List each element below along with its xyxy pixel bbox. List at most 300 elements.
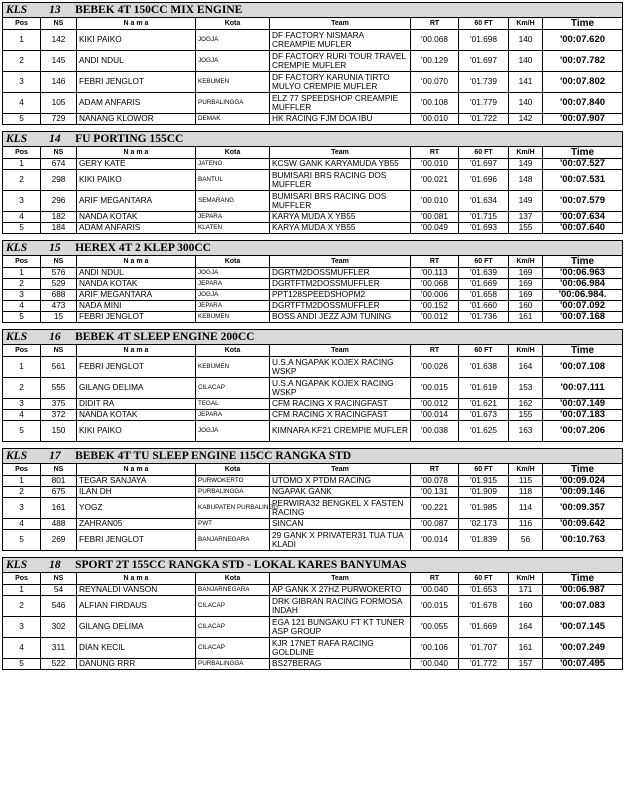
time-cell: '00:07.168: [543, 312, 623, 323]
rt-cell: '00.055: [411, 617, 459, 638]
pos-cell: 3: [3, 72, 41, 93]
city-cell: JEPARA: [196, 212, 270, 223]
ns-cell: 142: [41, 30, 77, 51]
header-time: Time: [543, 147, 623, 159]
rt-cell: '00.078: [411, 476, 459, 487]
rider-name-cell: ARIF MEGANTARA: [77, 191, 196, 212]
rt-cell: '00.012: [411, 312, 459, 323]
header-rt: RT: [411, 256, 459, 268]
header-kota: Kota: [196, 18, 270, 30]
kmh-cell: 153: [509, 378, 543, 399]
ns-cell: 145: [41, 51, 77, 72]
header-nama: N a m a: [77, 573, 196, 585]
pos-cell: 3: [3, 399, 41, 410]
team-cell: DRK GIBRAN RACING FORMOSA INDAH: [270, 596, 411, 617]
result-row: [3, 223, 623, 234]
60ft-cell: '01.621: [459, 399, 509, 410]
time-cell: '00:07.206: [543, 421, 623, 442]
city-cell: CILACAP: [196, 378, 270, 399]
pos-cell: 5: [3, 421, 41, 442]
team-cell: AP GANK X 27HZ PURWOKERTO: [270, 585, 411, 596]
kmh-cell: 162: [509, 399, 543, 410]
team-cell: PERWIRA32 BENGKEL X FASTEN RACING: [270, 498, 411, 519]
rt-cell: '00.106: [411, 638, 459, 659]
city-cell: BANTUL: [196, 170, 270, 191]
class-title: BEBEK 4T 150CC MIX ENGINE: [75, 4, 243, 16]
team-cell: KCSW GANK KARYAMUDA YB55: [270, 159, 411, 170]
team-cell: U.S.A NGAPAK KOJEX RACING WSKP: [270, 378, 411, 399]
result-row: [3, 51, 623, 72]
rt-cell: '00.014: [411, 530, 459, 551]
header-team: Team: [270, 18, 411, 30]
city-cell: CILACAP: [196, 617, 270, 638]
class-title-bar: [3, 449, 623, 464]
header-60ft: 60 FT: [459, 573, 509, 585]
kmh-cell: 149: [509, 191, 543, 212]
ns-cell: 15: [41, 312, 77, 323]
city-cell: CILACAP: [196, 638, 270, 659]
rt-cell: '00.014: [411, 410, 459, 421]
result-row: [3, 617, 623, 638]
team-cell: CFM RACING X RACINGFAST: [270, 410, 411, 421]
60ft-cell: '01.697: [459, 159, 509, 170]
header-nama: N a m a: [77, 18, 196, 30]
header-ns: NS: [41, 18, 77, 30]
ns-cell: 375: [41, 399, 77, 410]
kmh-cell: 142: [509, 114, 543, 125]
rider-name-cell: ADAM ANFARIS: [77, 223, 196, 234]
class-label: KLS: [6, 450, 28, 462]
60ft-cell: '01.909: [459, 487, 509, 498]
result-row: [3, 399, 623, 410]
rider-name-cell: ANDI NDUL: [77, 51, 196, 72]
result-row: [3, 312, 623, 323]
pos-cell: 3: [3, 191, 41, 212]
time-cell: '00:07.840: [543, 93, 623, 114]
rider-name-cell: NADA MINI: [77, 301, 196, 312]
header-60ft: 60 FT: [459, 256, 509, 268]
60ft-cell: '02.173: [459, 519, 509, 530]
60ft-cell: '01.669: [459, 617, 509, 638]
class-label: KLS: [6, 559, 28, 571]
header-rt: RT: [411, 18, 459, 30]
city-cell: PWT: [196, 519, 270, 530]
team-cell: PPT128SPEEDSHOPM2: [270, 290, 411, 301]
rt-cell: '00.006: [411, 290, 459, 301]
header-pos: Pos: [3, 345, 41, 357]
team-cell: KJR 17NET RAFA RACING GOLDLINE: [270, 638, 411, 659]
result-row: [3, 519, 623, 530]
kmh-cell: 161: [509, 638, 543, 659]
ns-cell: 54: [41, 585, 77, 596]
time-cell: '00:07.640: [543, 223, 623, 234]
class-number: 17: [49, 450, 61, 462]
header-nama: N a m a: [77, 147, 196, 159]
rt-cell: '00.026: [411, 357, 459, 378]
kmh-cell: 169: [509, 290, 543, 301]
result-row: [3, 268, 623, 279]
ns-cell: 688: [41, 290, 77, 301]
result-row: [3, 301, 623, 312]
60ft-cell: '01.772: [459, 659, 509, 670]
ns-cell: 161: [41, 498, 77, 519]
team-cell: DGRTFTM2DOSSMUFFLER: [270, 279, 411, 290]
pos-cell: 3: [3, 498, 41, 519]
60ft-cell: '01.697: [459, 51, 509, 72]
city-cell: PURBALINGGA: [196, 659, 270, 670]
city-cell: JEPARA: [196, 279, 270, 290]
city-cell: JATENG: [196, 159, 270, 170]
kmh-cell: 163: [509, 421, 543, 442]
class-title: BEBEK 4T TU SLEEP ENGINE 115CC RANGKA STD: [75, 450, 352, 462]
team-cell: DF FACTORY KARUNIA TIRTO MULYO CREMPIE MUFLER: [270, 72, 411, 93]
60ft-cell: '01.660: [459, 301, 509, 312]
header-time: Time: [543, 256, 623, 268]
header-time: Time: [543, 345, 623, 357]
city-cell: PURBALINGGA: [196, 93, 270, 114]
pos-cell: 3: [3, 617, 41, 638]
60ft-cell: '01.653: [459, 585, 509, 596]
rider-name-cell: REYNALDI VANSON: [77, 585, 196, 596]
class-15-results-table: [2, 240, 623, 323]
60ft-cell: '01.715: [459, 212, 509, 223]
time-cell: '00:07.108: [543, 357, 623, 378]
result-row: [3, 659, 623, 670]
city-cell: KEBUMEN: [196, 312, 270, 323]
rider-name-cell: ADAM ANFARIS: [77, 93, 196, 114]
pos-cell: 4: [3, 410, 41, 421]
rider-name-cell: NANDA KOTAK: [77, 212, 196, 223]
result-row: [3, 72, 623, 93]
60ft-cell: '01.673: [459, 410, 509, 421]
header-kmh: Km/H: [509, 256, 543, 268]
ns-cell: 372: [41, 410, 77, 421]
time-cell: '00:07.907: [543, 114, 623, 125]
pos-cell: 1: [3, 476, 41, 487]
header-rt: RT: [411, 573, 459, 585]
rider-name-cell: ZAHRAN05: [77, 519, 196, 530]
ns-cell: 546: [41, 596, 77, 617]
time-cell: '00:07.634: [543, 212, 623, 223]
header-pos: Pos: [3, 256, 41, 268]
class-title: HEREX 4T 2 KLEP 300CC: [75, 242, 211, 254]
rider-name-cell: GERY KATE: [77, 159, 196, 170]
result-row: [3, 191, 623, 212]
class-16-results-table: [2, 329, 623, 442]
kmh-cell: 160: [509, 301, 543, 312]
team-cell: DGRTM2DOSSMUFFLER: [270, 268, 411, 279]
time-cell: '00:09.146: [543, 487, 623, 498]
pos-cell: 1: [3, 268, 41, 279]
kmh-cell: 140: [509, 93, 543, 114]
kmh-cell: 155: [509, 410, 543, 421]
pos-cell: 2: [3, 378, 41, 399]
city-cell: PURWOKERTO: [196, 476, 270, 487]
header-kota: Kota: [196, 256, 270, 268]
kmh-cell: 148: [509, 170, 543, 191]
rt-cell: '00.015: [411, 378, 459, 399]
result-row: [3, 378, 623, 399]
kmh-cell: 116: [509, 519, 543, 530]
rider-name-cell: DIAN KECIL: [77, 638, 196, 659]
pos-cell: 5: [3, 312, 41, 323]
result-row: [3, 170, 623, 191]
header-ns: NS: [41, 464, 77, 476]
pos-cell: 1: [3, 357, 41, 378]
city-cell: JEPARA: [196, 410, 270, 421]
header-nama: N a m a: [77, 464, 196, 476]
city-cell: JEPARA: [196, 301, 270, 312]
rt-cell: '00.040: [411, 659, 459, 670]
60ft-cell: '01.678: [459, 596, 509, 617]
rider-name-cell: GILANG DELIMA: [77, 378, 196, 399]
rt-cell: '00.038: [411, 421, 459, 442]
team-cell: BUMISARI BRS RACING DOS MUFFLER: [270, 191, 411, 212]
time-cell: '00:07.495: [543, 659, 623, 670]
rider-name-cell: DANUNG RRR: [77, 659, 196, 670]
rider-name-cell: KIKI PAIKO: [77, 30, 196, 51]
rt-cell: '00.068: [411, 279, 459, 290]
class-title-bar: [3, 558, 623, 573]
kmh-cell: 169: [509, 279, 543, 290]
class-title-bar: [3, 241, 623, 256]
city-cell: PURBALINGGA: [196, 487, 270, 498]
kmh-cell: 118: [509, 487, 543, 498]
result-row: [3, 290, 623, 301]
time-cell: '00:07.249: [543, 638, 623, 659]
pos-cell: 4: [3, 212, 41, 223]
time-cell: '00:07.092: [543, 301, 623, 312]
team-cell: EGA 121 BUNGAKU FT KT TUNER ASP GROUP: [270, 617, 411, 638]
pos-cell: 2: [3, 279, 41, 290]
city-cell: KLATEN: [196, 223, 270, 234]
60ft-cell: '01.658: [459, 290, 509, 301]
pos-cell: 3: [3, 290, 41, 301]
time-cell: '00:06.984.: [543, 290, 623, 301]
result-row: [3, 279, 623, 290]
city-cell: JOGJA: [196, 30, 270, 51]
header-rt: RT: [411, 345, 459, 357]
kmh-cell: 160: [509, 596, 543, 617]
time-cell: '00:07.579: [543, 191, 623, 212]
class-label: KLS: [6, 331, 28, 343]
time-cell: '00:07.149: [543, 399, 623, 410]
header-60ft: 60 FT: [459, 464, 509, 476]
team-cell: BUMISARI BRS RACING DOS MUFFLER: [270, 170, 411, 191]
city-cell: BANJARNEGARA: [196, 530, 270, 551]
time-cell: '00:07.111: [543, 378, 623, 399]
60ft-cell: '01.698: [459, 30, 509, 51]
rt-cell: '00.221: [411, 498, 459, 519]
header-nama: N a m a: [77, 256, 196, 268]
pos-cell: 4: [3, 93, 41, 114]
ns-cell: 674: [41, 159, 77, 170]
result-row: [3, 114, 623, 125]
rt-cell: '00.040: [411, 585, 459, 596]
header-kota: Kota: [196, 573, 270, 585]
class-14-results-table: [2, 131, 623, 234]
header-pos: Pos: [3, 464, 41, 476]
60ft-cell: '01.638: [459, 357, 509, 378]
header-time: Time: [543, 464, 623, 476]
kmh-cell: 115: [509, 476, 543, 487]
result-row: [3, 476, 623, 487]
kmh-cell: 164: [509, 617, 543, 638]
rt-cell: '00.021: [411, 170, 459, 191]
60ft-cell: '01.619: [459, 378, 509, 399]
city-cell: CILACAP: [196, 596, 270, 617]
rider-name-cell: TEGAR SANJAYA: [77, 476, 196, 487]
ns-cell: 555: [41, 378, 77, 399]
class-title-bar: [3, 132, 623, 147]
rider-name-cell: ILAN DH: [77, 487, 196, 498]
header-kota: Kota: [196, 345, 270, 357]
city-cell: BANJARNEGARA: [196, 585, 270, 596]
result-row: [3, 212, 623, 223]
pos-cell: 2: [3, 170, 41, 191]
column-header-row: [3, 256, 623, 268]
60ft-cell: '01.669: [459, 279, 509, 290]
rt-cell: '00.131: [411, 487, 459, 498]
header-60ft: 60 FT: [459, 345, 509, 357]
rt-cell: '00.015: [411, 596, 459, 617]
result-row: [3, 421, 623, 442]
header-ns: NS: [41, 256, 77, 268]
team-cell: HK RACING FJM DOA IBU: [270, 114, 411, 125]
header-kmh: Km/H: [509, 147, 543, 159]
time-cell: '00:10.763: [543, 530, 623, 551]
60ft-cell: '01.985: [459, 498, 509, 519]
kmh-cell: 140: [509, 30, 543, 51]
rt-cell: '00.068: [411, 30, 459, 51]
pos-cell: 1: [3, 159, 41, 170]
column-header-row: [3, 464, 623, 476]
60ft-cell: '01.625: [459, 421, 509, 442]
60ft-cell: '01.839: [459, 530, 509, 551]
header-ns: NS: [41, 147, 77, 159]
rt-cell: '00.012: [411, 399, 459, 410]
ns-cell: 146: [41, 72, 77, 93]
rider-name-cell: FEBRI JENGLOT: [77, 530, 196, 551]
pos-cell: 4: [3, 638, 41, 659]
ns-cell: 298: [41, 170, 77, 191]
ns-cell: 184: [41, 223, 77, 234]
result-row: [3, 638, 623, 659]
header-kmh: Km/H: [509, 345, 543, 357]
60ft-cell: '01.736: [459, 312, 509, 323]
rider-name-cell: YOGZ: [77, 498, 196, 519]
60ft-cell: '01.693: [459, 223, 509, 234]
ns-cell: 296: [41, 191, 77, 212]
city-cell: JOGJA: [196, 290, 270, 301]
rider-name-cell: NANDA KOTAK: [77, 410, 196, 421]
header-60ft: 60 FT: [459, 18, 509, 30]
time-cell: '00:07.620: [543, 30, 623, 51]
time-cell: '00:06.984: [543, 279, 623, 290]
header-time: Time: [543, 573, 623, 585]
header-kmh: Km/H: [509, 464, 543, 476]
rt-cell: '00.070: [411, 72, 459, 93]
column-header-row: [3, 147, 623, 159]
city-cell: JOGJA: [196, 268, 270, 279]
ns-cell: 302: [41, 617, 77, 638]
rt-cell: '00.010: [411, 114, 459, 125]
kmh-cell: 155: [509, 223, 543, 234]
result-row: [3, 596, 623, 617]
pos-cell: 2: [3, 487, 41, 498]
header-team: Team: [270, 573, 411, 585]
city-cell: JOGJA: [196, 51, 270, 72]
team-cell: KARYA MUDA X YB55: [270, 212, 411, 223]
result-row: [3, 357, 623, 378]
time-cell: '00:07.782: [543, 51, 623, 72]
class-title: BEBEK 4T SLEEP ENGINE 200CC: [75, 331, 255, 343]
ns-cell: 529: [41, 279, 77, 290]
header-kmh: Km/H: [509, 573, 543, 585]
rider-name-cell: DIDIT RA: [77, 399, 196, 410]
rt-cell: '00.010: [411, 191, 459, 212]
class-number: 16: [49, 331, 61, 343]
rider-name-cell: ARIF MEGANTARA: [77, 290, 196, 301]
pos-cell: 2: [3, 596, 41, 617]
rt-cell: '00.152: [411, 301, 459, 312]
time-cell: '00:07.183: [543, 410, 623, 421]
team-cell: ELZ 77 SPEEDSHOP CREAMPIE MUFFLER: [270, 93, 411, 114]
team-cell: KIMNARA KF21 CREMPIE MUFLER: [270, 421, 411, 442]
column-header-row: [3, 573, 623, 585]
rt-cell: '00.049: [411, 223, 459, 234]
class-18-results-table: [2, 557, 623, 670]
header-rt: RT: [411, 464, 459, 476]
class-number: 13: [49, 4, 61, 16]
60ft-cell: '01.639: [459, 268, 509, 279]
rider-name-cell: NANDA KOTAK: [77, 279, 196, 290]
rider-name-cell: KIKI PAIKO: [77, 421, 196, 442]
header-rt: RT: [411, 147, 459, 159]
time-cell: '00:09.024: [543, 476, 623, 487]
city-cell: KEBUMEN: [196, 357, 270, 378]
60ft-cell: '01.696: [459, 170, 509, 191]
class-label: KLS: [6, 133, 28, 145]
pos-cell: 4: [3, 301, 41, 312]
result-row: [3, 487, 623, 498]
header-kmh: Km/H: [509, 18, 543, 30]
class-label: KLS: [6, 4, 28, 16]
time-cell: '00:07.527: [543, 159, 623, 170]
result-row: [3, 30, 623, 51]
time-cell: '00:09.642: [543, 519, 623, 530]
kmh-cell: 149: [509, 159, 543, 170]
class-label: KLS: [6, 242, 28, 254]
time-cell: '00:06.987: [543, 585, 623, 596]
rt-cell: '00.129: [411, 51, 459, 72]
header-pos: Pos: [3, 573, 41, 585]
ns-cell: 522: [41, 659, 77, 670]
header-pos: Pos: [3, 147, 41, 159]
60ft-cell: '01.779: [459, 93, 509, 114]
time-cell: '00:07.531: [543, 170, 623, 191]
60ft-cell: '01.634: [459, 191, 509, 212]
ns-cell: 561: [41, 357, 77, 378]
class-13-results-table: [2, 2, 623, 125]
ns-cell: 182: [41, 212, 77, 223]
class-title-bar: [3, 330, 623, 345]
kmh-cell: 157: [509, 659, 543, 670]
city-cell: KEBUMEN: [196, 72, 270, 93]
result-row: [3, 159, 623, 170]
ns-cell: 801: [41, 476, 77, 487]
header-nama: N a m a: [77, 345, 196, 357]
